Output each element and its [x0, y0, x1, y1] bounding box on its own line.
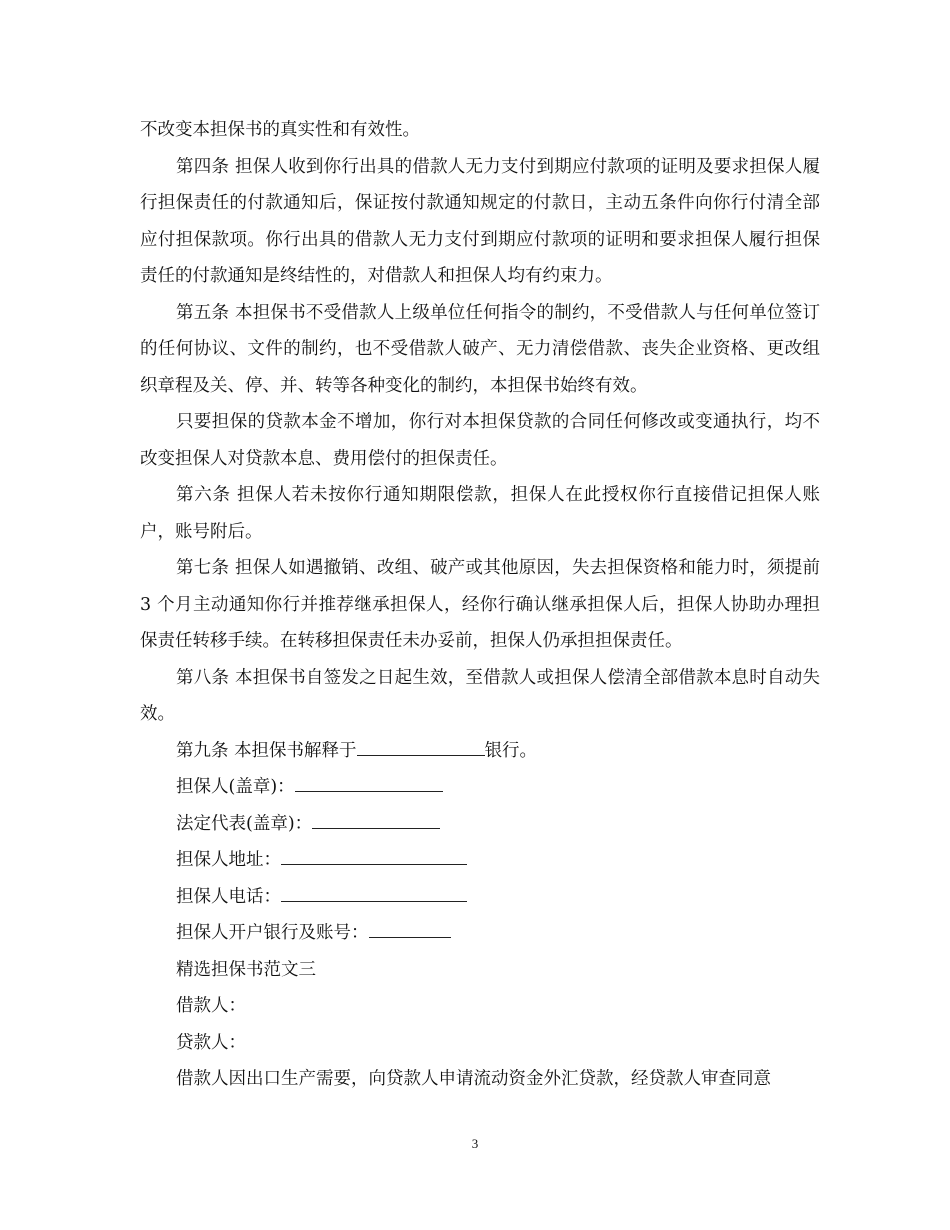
field-label: 法定代表(盖章)：: [176, 813, 313, 834]
paragraph-article-5: 第五条 本担保书不受借款人上级单位任何指令的制约，不受借款人与任何单位签订的任何协议、文件的制约，也不受借款人破产、无力清偿借款、丧失企业资格、更改组织章程及关、停、并、转等各种变化的制约，本担保书始终有效。: [140, 302, 820, 396]
field-legal-rep-seal: [140, 806, 820, 843]
paragraph-article-9: [140, 733, 820, 770]
paragraph-continuation: 不改变本担保书的真实性和有效性。: [140, 120, 420, 140]
section-title: 精选担保书范文三: [176, 959, 316, 980]
field-label: 担保人地址：: [176, 850, 281, 870]
field-label: 担保人(盖章)：: [176, 777, 295, 797]
paragraph-loan-modification: 只要担保的贷款本金不增加，你行对本担保贷款的合同任何修改或变通执行，均不改变担保人对贷款本息、费用偿付的担保责任。: [140, 412, 820, 469]
account-blank: [369, 919, 451, 938]
field-guarantor-seal: [140, 769, 820, 806]
paragraph-closing: 借款人因出口生产需要，向贷款人申请流动资金外汇贷款，经贷款人审查同意: [176, 1069, 771, 1089]
page-number: 3: [471, 1136, 479, 1151]
paragraph-article-6: 第六条 担保人若未按你行通知期限偿款，担保人在此授权你行直接借记担保人账户，账号附后。: [140, 485, 820, 542]
field-guarantor-bank-account: [140, 915, 820, 952]
paragraph-article-8: 第八条 本担保书自签发之日起生效，至借款人或担保人偿清全部借款本息时自动失效。: [140, 667, 820, 724]
document-body: [140, 112, 820, 1098]
address-blank: [281, 846, 467, 865]
article-9-prefix: 第九条 本担保书解释于: [176, 740, 357, 761]
borrower-label: 借款人：: [176, 996, 246, 1016]
signature-blank: [312, 810, 440, 829]
paragraph-article-4: 第四条 担保人收到你行出具的借款人无力支付到期应付款项的证明及要求担保人履行担保责任的付款通知后，保证按付款通知规定的付款日，主动五条件向你行付清全部应付担保款项。你行出具的借款人无力支付到期应付款项的证明和要求担保人履行担保责任的付款通知是终结性的，对借款人和担保人均有约束力。: [140, 156, 820, 286]
lender-label: 贷款人：: [176, 1032, 246, 1053]
field-label: 担保人电话：: [176, 886, 281, 907]
signature-blank: [295, 773, 443, 792]
paragraph-article-7: 第七条 担保人如遇撤销、改组、破产或其他原因，失去担保资格和能力时，须提前 3 个月主动通知你行并推荐继承担保人，经你行确认继承担保人后，担保人协助办理担保责任转移手续。在转移担保责任未办妥前，担保人仍承担担保责任。: [140, 558, 820, 651]
field-guarantor-phone: [140, 879, 820, 916]
field-guarantor-address: [140, 842, 820, 879]
bank-name-blank: [357, 737, 485, 756]
phone-blank: [281, 883, 467, 902]
article-9-suffix: 银行。: [484, 740, 538, 761]
field-label: 担保人开户银行及账号：: [176, 923, 369, 943]
